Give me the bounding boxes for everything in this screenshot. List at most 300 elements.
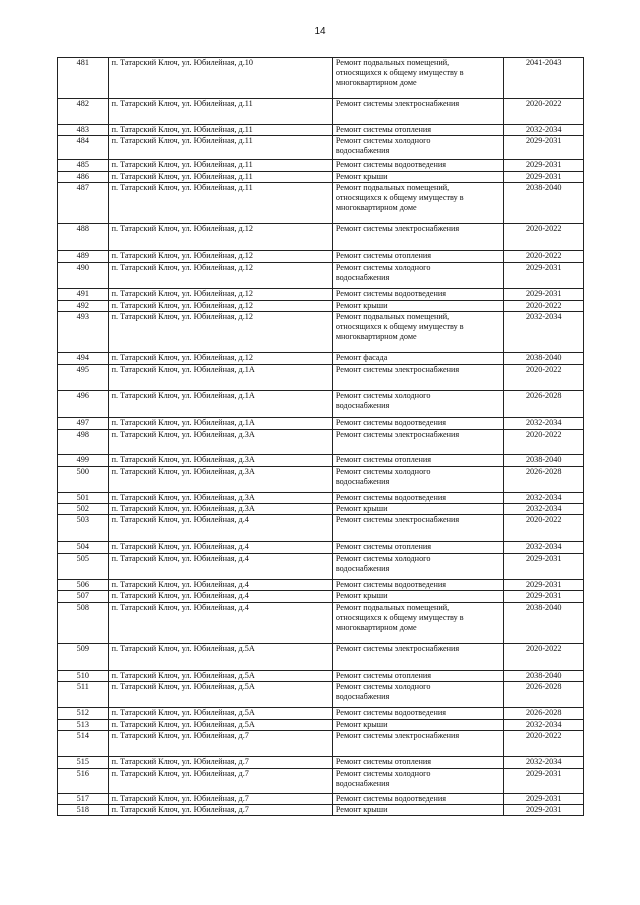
row-work-type-cell xyxy=(332,580,504,591)
row-number: 495 xyxy=(76,365,89,374)
row-period-cell xyxy=(504,125,584,136)
table-body xyxy=(58,58,584,816)
row-work-type: Ремонт системы холодного водоснабжения xyxy=(335,136,431,155)
row-period-cell xyxy=(504,603,584,644)
row-work-type-cell xyxy=(332,493,504,504)
row-work-type: Ремонт системы отопления xyxy=(335,757,431,766)
row-number-cell xyxy=(58,542,109,554)
row-address: п. Татарский Ключ, ул. Юбилейная, д.4 xyxy=(111,580,249,589)
row-period: 2038-2040 xyxy=(525,455,562,464)
row-period: 2029-2031 xyxy=(525,136,562,145)
row-number-cell xyxy=(58,99,109,125)
row-address: п. Татарский Ключ, ул. Юбилейная, д.12 xyxy=(111,263,253,272)
row-number-cell xyxy=(58,251,109,263)
row-address-cell xyxy=(108,591,332,603)
row-address-cell xyxy=(108,554,332,580)
row-period: 2026-2028 xyxy=(525,467,562,476)
row-address: п. Татарский Ключ, ул. Юбилейная, д.3А xyxy=(111,493,255,502)
row-address-cell xyxy=(108,671,332,682)
table-row xyxy=(58,554,584,580)
row-period: 2029-2031 xyxy=(525,794,562,803)
row-number-cell xyxy=(58,769,109,794)
row-address: п. Татарский Ключ, ул. Юбилейная, д.12 xyxy=(111,251,253,260)
row-period: 2020-2022 xyxy=(525,365,562,374)
row-address-cell xyxy=(108,224,332,251)
table-row xyxy=(58,515,584,542)
row-address-cell xyxy=(108,515,332,542)
row-period-cell xyxy=(504,708,584,720)
table-row xyxy=(58,671,584,682)
row-number-cell xyxy=(58,418,109,430)
row-work-type-cell xyxy=(332,591,504,603)
row-address: п. Татарский Ключ, ул. Юбилейная, д.12 xyxy=(111,353,253,362)
row-period-cell xyxy=(504,301,584,312)
row-number-cell xyxy=(58,720,109,731)
row-address: п. Татарский Ключ, ул. Юбилейная, д.7 xyxy=(111,769,249,778)
row-work-type-cell xyxy=(332,289,504,301)
row-work-type: Ремонт крыши xyxy=(335,805,388,814)
table-row xyxy=(58,391,584,418)
row-work-type-cell xyxy=(332,644,504,671)
row-address: п. Татарский Ключ, ул. Юбилейная, д.4 xyxy=(111,515,249,524)
row-address: п. Татарский Ключ, ул. Юбилейная, д.4 xyxy=(111,603,249,612)
table-row xyxy=(58,125,584,136)
row-address-cell xyxy=(108,312,332,353)
row-address-cell xyxy=(108,353,332,365)
table-row xyxy=(58,467,584,493)
row-period-cell xyxy=(504,805,584,816)
row-number-cell xyxy=(58,708,109,720)
row-number: 499 xyxy=(76,455,89,464)
row-period-cell xyxy=(504,430,584,455)
row-address-cell xyxy=(108,603,332,644)
row-number-cell xyxy=(58,430,109,455)
row-number-cell xyxy=(58,591,109,603)
row-number: 511 xyxy=(76,682,89,691)
table-row xyxy=(58,183,584,224)
row-address-cell xyxy=(108,455,332,467)
row-period-cell xyxy=(504,136,584,160)
row-period-cell xyxy=(504,671,584,682)
row-period-cell xyxy=(504,542,584,554)
row-work-type-cell xyxy=(332,603,504,644)
row-period-cell xyxy=(504,580,584,591)
row-number: 505 xyxy=(76,554,89,563)
row-address: п. Татарский Ключ, ул. Юбилейная, д.4 xyxy=(111,554,249,563)
row-work-type-cell xyxy=(332,183,504,224)
table-row xyxy=(58,99,584,125)
row-period-cell xyxy=(504,160,584,172)
row-number-cell xyxy=(58,580,109,591)
row-period-cell xyxy=(504,757,584,769)
row-number-cell xyxy=(58,160,109,172)
row-address: п. Татарский Ключ, ул. Юбилейная, д.7 xyxy=(111,731,249,740)
row-period-cell xyxy=(504,391,584,418)
table-row xyxy=(58,769,584,794)
row-number: 503 xyxy=(76,515,89,524)
row-work-type-cell xyxy=(332,805,504,816)
row-number: 514 xyxy=(76,731,89,740)
row-address: п. Татарский Ключ, ул. Юбилейная, д.4 xyxy=(111,542,249,551)
row-address: п. Татарский Ключ, ул. Юбилейная, д.5А xyxy=(111,708,255,717)
row-number-cell xyxy=(58,515,109,542)
row-period: 2020-2022 xyxy=(525,99,562,108)
row-number-cell xyxy=(58,603,109,644)
repair-schedule-table xyxy=(57,57,584,816)
table-row xyxy=(58,172,584,183)
row-address-cell xyxy=(108,391,332,418)
row-number: 482 xyxy=(76,99,89,108)
row-number: 491 xyxy=(76,289,89,298)
row-work-type-cell xyxy=(332,542,504,554)
row-work-type-cell xyxy=(332,769,504,794)
row-address: п. Татарский Ключ, ул. Юбилейная, д.11 xyxy=(111,125,253,134)
row-work-type-cell xyxy=(332,455,504,467)
row-period-cell xyxy=(504,644,584,671)
row-number: 500 xyxy=(76,467,89,476)
table-row xyxy=(58,365,584,391)
row-work-type: Ремонт крыши xyxy=(335,720,388,729)
row-work-type-cell xyxy=(332,708,504,720)
row-period: 2029-2031 xyxy=(525,172,562,181)
row-address-cell xyxy=(108,160,332,172)
row-period: 2038-2040 xyxy=(525,183,562,192)
row-work-type: Ремонт системы отопления xyxy=(335,455,431,464)
row-number-cell xyxy=(58,391,109,418)
row-period-cell xyxy=(504,263,584,289)
row-address: п. Татарский Ключ, ул. Юбилейная, д.12 xyxy=(111,224,253,233)
row-work-type: Ремонт системы отопления xyxy=(335,671,431,680)
row-period-cell xyxy=(504,504,584,515)
row-number: 518 xyxy=(76,805,89,814)
row-period-cell xyxy=(504,493,584,504)
row-work-type: Ремонт системы электроснабжения xyxy=(335,365,460,374)
row-period-cell xyxy=(504,365,584,391)
row-address-cell xyxy=(108,682,332,708)
row-number: 485 xyxy=(76,160,89,169)
row-number-cell xyxy=(58,794,109,805)
row-address-cell xyxy=(108,769,332,794)
row-work-type-cell xyxy=(332,391,504,418)
row-number: 506 xyxy=(76,580,89,589)
table-row xyxy=(58,455,584,467)
row-period: 2029-2031 xyxy=(525,769,562,778)
row-number: 513 xyxy=(76,720,89,729)
row-address: п. Татарский Ключ, ул. Юбилейная, д.7 xyxy=(111,757,249,766)
row-work-type: Ремонт системы водоотведения xyxy=(335,493,446,502)
row-period-cell xyxy=(504,353,584,365)
row-address: п. Татарский Ключ, ул. Юбилейная, д.12 xyxy=(111,301,253,310)
row-period-cell xyxy=(504,455,584,467)
row-address-cell xyxy=(108,493,332,504)
row-address-cell xyxy=(108,301,332,312)
row-work-type: Ремонт системы электроснабжения xyxy=(335,430,460,439)
row-period-cell xyxy=(504,720,584,731)
row-work-type: Ремонт подвальных помещений, относящихся к общему имуществу в многоквартирном доме xyxy=(335,183,464,212)
row-address-cell xyxy=(108,805,332,816)
row-address-cell xyxy=(108,644,332,671)
table-row xyxy=(58,682,584,708)
row-number: 497 xyxy=(76,418,89,427)
table-row xyxy=(58,580,584,591)
row-address: п. Татарский Ключ, ул. Юбилейная, д.11 xyxy=(111,172,253,181)
row-work-type: Ремонт системы водоотведения xyxy=(335,708,446,717)
row-number-cell xyxy=(58,183,109,224)
row-address-cell xyxy=(108,580,332,591)
row-period: 2032-2034 xyxy=(525,720,562,729)
row-period: 2029-2031 xyxy=(525,805,562,814)
row-period: 2026-2028 xyxy=(525,682,562,691)
row-period: 2032-2034 xyxy=(525,418,562,427)
row-period-cell xyxy=(504,183,584,224)
row-work-type: Ремонт системы электроснабжения xyxy=(335,515,460,524)
row-work-type-cell xyxy=(332,682,504,708)
row-number-cell xyxy=(58,365,109,391)
row-period: 2032-2034 xyxy=(525,757,562,766)
row-address: п. Татарский Ключ, ул. Юбилейная, д.11 xyxy=(111,99,253,108)
row-work-type-cell xyxy=(332,731,504,757)
row-address: п. Татарский Ключ, ул. Юбилейная, д.3А xyxy=(111,430,255,439)
table-row xyxy=(58,542,584,554)
table-row xyxy=(58,591,584,603)
row-work-type-cell xyxy=(332,58,504,99)
row-work-type: Ремонт подвальных помещений, относящихся к общему имуществу в многоквартирном доме xyxy=(335,58,464,87)
row-period: 2041-2043 xyxy=(525,58,562,67)
row-number-cell xyxy=(58,671,109,682)
row-address-cell xyxy=(108,125,332,136)
row-address: п. Татарский Ключ, ул. Юбилейная, д.3А xyxy=(111,455,255,464)
table-row xyxy=(58,603,584,644)
row-address: п. Татарский Ключ, ул. Юбилейная, д.11 xyxy=(111,183,253,192)
row-number-cell xyxy=(58,644,109,671)
row-number: 504 xyxy=(76,542,89,551)
row-number: 510 xyxy=(76,671,89,680)
row-work-type: Ремонт подвальных помещений, относящихся к общему имуществу в многоквартирном доме xyxy=(335,603,464,632)
row-address: п. Татарский Ключ, ул. Юбилейная, д.11 xyxy=(111,136,253,145)
row-work-type-cell xyxy=(332,301,504,312)
row-work-type-cell xyxy=(332,99,504,125)
table-row xyxy=(58,731,584,757)
row-number-cell xyxy=(58,554,109,580)
row-address: п. Татарский Ключ, ул. Юбилейная, д.4 xyxy=(111,591,249,600)
table-row xyxy=(58,301,584,312)
row-period: 2020-2022 xyxy=(525,515,562,524)
row-address: п. Татарский Ключ, ул. Юбилейная, д.5А xyxy=(111,644,255,653)
table-row xyxy=(58,708,584,720)
row-work-type: Ремонт системы холодного водоснабжения xyxy=(335,467,431,486)
row-work-type-cell xyxy=(332,251,504,263)
row-number-cell xyxy=(58,136,109,160)
table-row xyxy=(58,251,584,263)
row-period-cell xyxy=(504,289,584,301)
row-period-cell xyxy=(504,224,584,251)
row-work-type-cell xyxy=(332,467,504,493)
row-number-cell xyxy=(58,455,109,467)
row-work-type: Ремонт крыши xyxy=(335,301,388,310)
row-work-type-cell xyxy=(332,365,504,391)
row-period: 2026-2028 xyxy=(525,391,562,400)
row-address-cell xyxy=(108,542,332,554)
table-row xyxy=(58,757,584,769)
row-number: 492 xyxy=(76,301,89,310)
row-number-cell xyxy=(58,504,109,515)
row-number-cell xyxy=(58,353,109,365)
table-row xyxy=(58,430,584,455)
row-number-cell xyxy=(58,263,109,289)
row-work-type: Ремонт системы водоотведения xyxy=(335,160,446,169)
row-work-type: Ремонт системы холодного водоснабжения xyxy=(335,391,431,410)
row-work-type: Ремонт системы электроснабжения xyxy=(335,99,460,108)
row-period-cell xyxy=(504,172,584,183)
row-period-cell xyxy=(504,418,584,430)
row-number-cell xyxy=(58,312,109,353)
row-work-type: Ремонт системы отопления xyxy=(335,251,431,260)
row-number-cell xyxy=(58,493,109,504)
row-work-type: Ремонт системы отопления xyxy=(335,542,431,551)
row-period: 2020-2022 xyxy=(525,251,562,260)
row-work-type: Ремонт системы холодного водоснабжения xyxy=(335,263,431,282)
row-number: 501 xyxy=(76,493,89,502)
row-period-cell xyxy=(504,591,584,603)
row-number-cell xyxy=(58,757,109,769)
row-number: 487 xyxy=(76,183,89,192)
row-address: п. Татарский Ключ, ул. Юбилейная, д.12 xyxy=(111,289,253,298)
row-work-type-cell xyxy=(332,312,504,353)
row-number-cell xyxy=(58,467,109,493)
row-work-type: Ремонт системы электроснабжения xyxy=(335,731,460,740)
table-row xyxy=(58,504,584,515)
row-address-cell xyxy=(108,172,332,183)
row-address-cell xyxy=(108,467,332,493)
row-number: 517 xyxy=(76,794,89,803)
row-number-cell xyxy=(58,224,109,251)
row-period: 2029-2031 xyxy=(525,289,562,298)
row-work-type-cell xyxy=(332,136,504,160)
row-period: 2038-2040 xyxy=(525,603,562,612)
row-work-type-cell xyxy=(332,418,504,430)
row-number-cell xyxy=(58,731,109,757)
row-address-cell xyxy=(108,289,332,301)
row-period: 2032-2034 xyxy=(525,493,562,502)
row-address-cell xyxy=(108,430,332,455)
row-period: 2029-2031 xyxy=(525,580,562,589)
row-address: п. Татарский Ключ, ул. Юбилейная, д.10 xyxy=(111,58,253,67)
row-period: 2029-2031 xyxy=(525,591,562,600)
row-number: 486 xyxy=(76,172,89,181)
row-work-type-cell xyxy=(332,125,504,136)
row-period-cell xyxy=(504,682,584,708)
row-address: п. Татарский Ключ, ул. Юбилейная, д.1А xyxy=(111,418,255,427)
row-address: п. Татарский Ключ, ул. Юбилейная, д.3А xyxy=(111,504,255,513)
row-number-cell xyxy=(58,682,109,708)
table-row xyxy=(58,720,584,731)
table-row xyxy=(58,289,584,301)
row-work-type: Ремонт системы холодного водоснабжения xyxy=(335,554,431,573)
row-work-type-cell xyxy=(332,794,504,805)
row-period-cell xyxy=(504,515,584,542)
row-work-type-cell xyxy=(332,224,504,251)
row-work-type-cell xyxy=(332,671,504,682)
row-period: 2032-2034 xyxy=(525,312,562,321)
row-address: п. Татарский Ключ, ул. Юбилейная, д.11 xyxy=(111,160,253,169)
row-work-type-cell xyxy=(332,430,504,455)
row-period-cell xyxy=(504,312,584,353)
table-row xyxy=(58,312,584,353)
row-period: 2020-2022 xyxy=(525,644,562,653)
row-number: 494 xyxy=(76,353,89,362)
row-number: 493 xyxy=(76,312,89,321)
row-work-type: Ремонт системы водоотведения xyxy=(335,794,446,803)
row-work-type: Ремонт крыши xyxy=(335,591,388,600)
table-row xyxy=(58,418,584,430)
row-address-cell xyxy=(108,794,332,805)
row-address: п. Татарский Ключ, ул. Юбилейная, д.7 xyxy=(111,794,249,803)
row-work-type: Ремонт системы электроснабжения xyxy=(335,644,460,653)
row-period: 2032-2034 xyxy=(525,125,562,134)
page-number: 14 xyxy=(314,26,326,37)
row-period: 2029-2031 xyxy=(525,160,562,169)
row-number-cell xyxy=(58,805,109,816)
row-address: п. Татарский Ключ, ул. Юбилейная, д.5А xyxy=(111,720,255,729)
row-work-type: Ремонт системы холодного водоснабжения xyxy=(335,769,431,788)
row-period: 2020-2022 xyxy=(525,731,562,740)
row-work-type: Ремонт системы холодного водоснабжения xyxy=(335,682,431,701)
row-address-cell xyxy=(108,731,332,757)
row-number: 507 xyxy=(76,591,89,600)
row-period: 2020-2022 xyxy=(525,430,562,439)
row-work-type: Ремонт крыши xyxy=(335,504,388,513)
row-address-cell xyxy=(108,58,332,99)
row-number: 481 xyxy=(76,58,89,67)
row-work-type-cell xyxy=(332,504,504,515)
row-period-cell xyxy=(504,769,584,794)
row-number: 484 xyxy=(76,136,89,145)
row-address-cell xyxy=(108,708,332,720)
row-address-cell xyxy=(108,263,332,289)
row-address: п. Татарский Ключ, ул. Юбилейная, д.3А xyxy=(111,467,255,476)
row-period-cell xyxy=(504,58,584,99)
row-address-cell xyxy=(108,365,332,391)
row-address-cell xyxy=(108,183,332,224)
row-number: 509 xyxy=(76,644,89,653)
row-work-type: Ремонт системы водоотведения xyxy=(335,418,446,427)
row-work-type-cell xyxy=(332,757,504,769)
row-number: 496 xyxy=(76,391,89,400)
row-period: 2038-2040 xyxy=(525,353,562,362)
table-row xyxy=(58,160,584,172)
row-number: 502 xyxy=(76,504,89,513)
row-work-type: Ремонт крыши xyxy=(335,172,388,181)
row-period-cell xyxy=(504,467,584,493)
row-period-cell xyxy=(504,99,584,125)
row-number-cell xyxy=(58,125,109,136)
row-address-cell xyxy=(108,99,332,125)
row-work-type: Ремонт фасада xyxy=(335,353,388,362)
table-row xyxy=(58,136,584,160)
table-row xyxy=(58,805,584,816)
row-period: 2029-2031 xyxy=(525,554,562,563)
row-address-cell xyxy=(108,251,332,263)
row-address-cell xyxy=(108,136,332,160)
row-period-cell xyxy=(504,251,584,263)
table-row xyxy=(58,224,584,251)
row-period: 2020-2022 xyxy=(525,224,562,233)
row-address: п. Татарский Ключ, ул. Юбилейная, д.1А xyxy=(111,365,255,374)
table-row xyxy=(58,794,584,805)
row-number-cell xyxy=(58,301,109,312)
row-number-cell xyxy=(58,289,109,301)
row-address: п. Татарский Ключ, ул. Юбилейная, д.1А xyxy=(111,391,255,400)
